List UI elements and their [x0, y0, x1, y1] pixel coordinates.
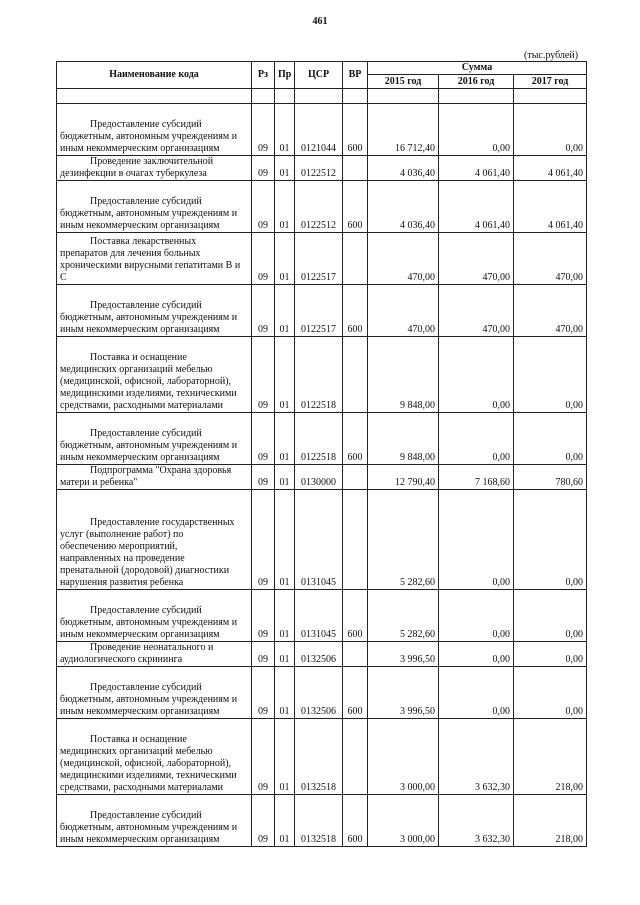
- row-name: [57, 795, 252, 847]
- row-csr: 0132506: [295, 642, 343, 667]
- row-pr: 01: [275, 795, 295, 847]
- header-sum: Сумма: [368, 62, 587, 75]
- row-name-line: иным некоммерческим организациям: [60, 324, 220, 335]
- row-2016: 0,00: [439, 667, 514, 719]
- row-vr: 600: [343, 795, 368, 847]
- row-csr: 0131045: [295, 490, 343, 590]
- row-name-line: Предоставление субсидий: [90, 119, 202, 130]
- header-2016: 2016 год: [439, 75, 514, 89]
- spacer-cell: [368, 89, 439, 104]
- row-csr: 0122512: [295, 156, 343, 181]
- row-name-line: Предоставление субсидий: [90, 300, 202, 311]
- row-name-line: нарушения развития ребенка: [60, 577, 184, 588]
- row-vr: [343, 719, 368, 795]
- table-row: [57, 337, 587, 413]
- row-name-line: Предоставление государственных: [90, 517, 235, 528]
- row-name-line: Проведение неонатального и: [90, 642, 214, 653]
- row-2015: 3 996,50: [368, 667, 439, 719]
- row-name: [57, 642, 252, 667]
- spacer-cell: [295, 89, 343, 104]
- row-pr: 01: [275, 181, 295, 233]
- row-name: [57, 667, 252, 719]
- row-csr: 0130000: [295, 465, 343, 490]
- row-name-line: обеспечению мероприятий,: [60, 541, 178, 552]
- row-pr: 01: [275, 413, 295, 465]
- row-2017: 0,00: [514, 490, 587, 590]
- row-2016: 7 168,60: [439, 465, 514, 490]
- row-2015: 9 848,00: [368, 337, 439, 413]
- row-name: [57, 337, 252, 413]
- row-pr: 01: [275, 590, 295, 642]
- row-rz: 09: [252, 719, 275, 795]
- row-name-line: медицинских организаций мебелью: [60, 746, 213, 757]
- header-vr: ВР: [343, 62, 368, 89]
- header-2017: 2017 год: [514, 75, 587, 89]
- header-name: Наименование кода: [57, 62, 252, 89]
- table-row: [57, 104, 587, 156]
- row-rz: 09: [252, 104, 275, 156]
- row-vr: 600: [343, 285, 368, 337]
- row-name-line: иным некоммерческим организациям: [60, 452, 220, 463]
- row-name-line: иным некоммерческим организациям: [60, 629, 220, 640]
- table-row: [57, 413, 587, 465]
- table-row: [57, 667, 587, 719]
- table-row: [57, 156, 587, 181]
- spacer-cell: [343, 89, 368, 104]
- row-vr: [343, 642, 368, 667]
- row-vr: [343, 337, 368, 413]
- row-2015: 4 036,40: [368, 181, 439, 233]
- row-2016: 0,00: [439, 590, 514, 642]
- table-row: [57, 465, 587, 490]
- table-row: [57, 285, 587, 337]
- row-name: [57, 285, 252, 337]
- row-name-line: аудиологического скрининга: [60, 654, 183, 665]
- budget-table: [56, 61, 587, 847]
- row-name-line: медицинскими изделиями, техническими: [60, 388, 237, 399]
- table-row: [57, 642, 587, 667]
- row-csr: 0122518: [295, 413, 343, 465]
- row-rz: 09: [252, 337, 275, 413]
- spacer-cell: [57, 89, 252, 104]
- row-name-line: иным некоммерческим организациям: [60, 220, 220, 231]
- row-name-line: услуг (выполнение работ) по: [60, 529, 184, 540]
- table-row: [57, 233, 587, 285]
- row-vr: [343, 490, 368, 590]
- row-2015: 16 712,40: [368, 104, 439, 156]
- row-name-line: иным некоммерческим организациям: [60, 706, 220, 717]
- row-name-line: Поставка лекарственных: [90, 236, 197, 247]
- header-csr: ЦСР: [295, 62, 343, 89]
- row-name: [57, 104, 252, 156]
- row-name-line: бюджетным, автономным учреждениям и: [60, 440, 238, 451]
- row-2015: 4 036,40: [368, 156, 439, 181]
- row-pr: 01: [275, 233, 295, 285]
- row-pr: 01: [275, 285, 295, 337]
- row-2015: 9 848,00: [368, 413, 439, 465]
- row-2017: 218,00: [514, 719, 587, 795]
- row-name: [57, 590, 252, 642]
- row-2017: 0,00: [514, 104, 587, 156]
- spacer-cell: [514, 89, 587, 104]
- row-name-line: иным некоммерческим организациям: [60, 834, 220, 845]
- page-number: 461: [312, 16, 328, 27]
- row-name-line: медицинскими изделиями, техническими: [60, 770, 237, 781]
- row-2016: 0,00: [439, 642, 514, 667]
- row-name-line: препаратов для лечения больных: [60, 248, 201, 259]
- row-2017: 0,00: [514, 667, 587, 719]
- row-name-line: Предоставление субсидий: [90, 682, 202, 693]
- row-2017: 0,00: [514, 590, 587, 642]
- spacer-cell: [252, 89, 275, 104]
- row-name-line: Предоставление субсидий: [90, 810, 202, 821]
- row-2015: 3 000,00: [368, 795, 439, 847]
- row-name-line: (медицинской, офисной, лабораторной),: [60, 376, 232, 387]
- row-2016: 470,00: [439, 285, 514, 337]
- header-rz: Рз: [252, 62, 275, 89]
- row-vr: 600: [343, 667, 368, 719]
- row-pr: 01: [275, 104, 295, 156]
- row-rz: 09: [252, 181, 275, 233]
- row-pr: 01: [275, 719, 295, 795]
- table-row: [57, 719, 587, 795]
- row-name: [57, 233, 252, 285]
- row-name-line: медицинских организаций мебелью: [60, 364, 213, 375]
- row-name-line: дезинфекции в очагах туберкулеза: [60, 168, 207, 179]
- row-vr: 600: [343, 104, 368, 156]
- row-2017: 4 061,40: [514, 156, 587, 181]
- row-name-line: хроническими вирусными гепатитами В и: [60, 260, 241, 271]
- header-pr: Пр: [275, 62, 295, 89]
- row-2017: 218,00: [514, 795, 587, 847]
- row-rz: 09: [252, 233, 275, 285]
- row-name-line: бюджетным, автономным учреждениям и: [60, 131, 238, 142]
- row-name-line: направленных на проведение: [60, 553, 185, 564]
- row-name-line: бюджетным, автономным учреждениям и: [60, 617, 238, 628]
- row-csr: 0132506: [295, 667, 343, 719]
- row-2017: 470,00: [514, 233, 587, 285]
- row-2016: 0,00: [439, 104, 514, 156]
- row-name-line: матери и ребенка": [60, 477, 138, 488]
- row-name-line: Подпрограмма "Охрана здоровья: [90, 465, 232, 476]
- row-rz: 09: [252, 413, 275, 465]
- row-2017: 0,00: [514, 642, 587, 667]
- row-2015: 470,00: [368, 233, 439, 285]
- row-vr: 600: [343, 590, 368, 642]
- row-2016: 3 632,30: [439, 795, 514, 847]
- row-name-line: Поставка и оснащение: [90, 352, 187, 363]
- row-2015: 470,00: [368, 285, 439, 337]
- row-csr: 0122517: [295, 285, 343, 337]
- row-csr: 0121044: [295, 104, 343, 156]
- row-2016: 470,00: [439, 233, 514, 285]
- table-row: [57, 795, 587, 847]
- units-label: (тыс.рублей): [524, 50, 579, 61]
- header-2015: 2015 год: [368, 75, 439, 89]
- row-name: [57, 490, 252, 590]
- row-name-line: (медицинской, офисной, лабораторной),: [60, 758, 232, 769]
- row-name-line: бюджетным, автономным учреждениям и: [60, 822, 238, 833]
- row-rz: 09: [252, 590, 275, 642]
- row-name-line: пренатальной (дородовой) диагностики: [60, 565, 230, 576]
- row-vr: 600: [343, 181, 368, 233]
- row-pr: 01: [275, 490, 295, 590]
- row-csr: 0132518: [295, 795, 343, 847]
- row-name-line: средствами, расходными материалами: [60, 782, 223, 793]
- row-name: [57, 156, 252, 181]
- row-rz: 09: [252, 285, 275, 337]
- row-name-line: Предоставление субсидий: [90, 605, 202, 616]
- row-vr: [343, 465, 368, 490]
- row-csr: 0122518: [295, 337, 343, 413]
- row-name-line: Предоставление субсидий: [90, 196, 202, 207]
- row-2015: 3 996,50: [368, 642, 439, 667]
- row-2016: 3 632,30: [439, 719, 514, 795]
- row-name: [57, 465, 252, 490]
- row-2015: 3 000,00: [368, 719, 439, 795]
- row-pr: 01: [275, 642, 295, 667]
- row-2017: 780,60: [514, 465, 587, 490]
- row-rz: 09: [252, 156, 275, 181]
- row-2016: 4 061,40: [439, 181, 514, 233]
- table-row: [57, 490, 587, 590]
- row-name: [57, 413, 252, 465]
- row-name-line: Проведение заключительной: [90, 156, 214, 167]
- spacer-cell: [439, 89, 514, 104]
- table-body: [57, 89, 587, 847]
- row-name-line: бюджетным, автономным учреждениям и: [60, 312, 238, 323]
- row-name: [57, 181, 252, 233]
- row-rz: 09: [252, 795, 275, 847]
- row-name-line: бюджетным, автономным учреждениям и: [60, 694, 238, 705]
- row-2015: 5 282,60: [368, 490, 439, 590]
- row-2016: 0,00: [439, 337, 514, 413]
- row-vr: 600: [343, 413, 368, 465]
- row-rz: 09: [252, 465, 275, 490]
- row-2016: 0,00: [439, 490, 514, 590]
- table-row: [57, 590, 587, 642]
- row-name-line: иным некоммерческим организациям: [60, 143, 220, 154]
- row-pr: 01: [275, 156, 295, 181]
- row-2015: 12 790,40: [368, 465, 439, 490]
- row-pr: 01: [275, 667, 295, 719]
- row-name-line: бюджетным, автономным учреждениям и: [60, 208, 238, 219]
- table-row: [57, 181, 587, 233]
- row-2017: 0,00: [514, 337, 587, 413]
- row-name-line: С: [60, 272, 67, 283]
- row-csr: 0122512: [295, 181, 343, 233]
- row-2017: 0,00: [514, 413, 587, 465]
- row-csr: 0132518: [295, 719, 343, 795]
- row-pr: 01: [275, 337, 295, 413]
- row-2016: 0,00: [439, 413, 514, 465]
- row-rz: 09: [252, 667, 275, 719]
- row-rz: 09: [252, 642, 275, 667]
- row-pr: 01: [275, 465, 295, 490]
- row-rz: 09: [252, 490, 275, 590]
- row-name-line: Предоставление субсидий: [90, 428, 202, 439]
- spacer-row: [57, 89, 587, 104]
- row-vr: [343, 156, 368, 181]
- row-2017: 470,00: [514, 285, 587, 337]
- row-2015: 5 282,60: [368, 590, 439, 642]
- row-name-line: Поставка и оснащение: [90, 734, 187, 745]
- row-name: [57, 719, 252, 795]
- row-name-line: средствами, расходными материалами: [60, 400, 223, 411]
- row-vr: [343, 233, 368, 285]
- spacer-cell: [275, 89, 295, 104]
- row-csr: 0122517: [295, 233, 343, 285]
- row-csr: 0131045: [295, 590, 343, 642]
- row-2017: 4 061,40: [514, 181, 587, 233]
- row-2016: 4 061,40: [439, 156, 514, 181]
